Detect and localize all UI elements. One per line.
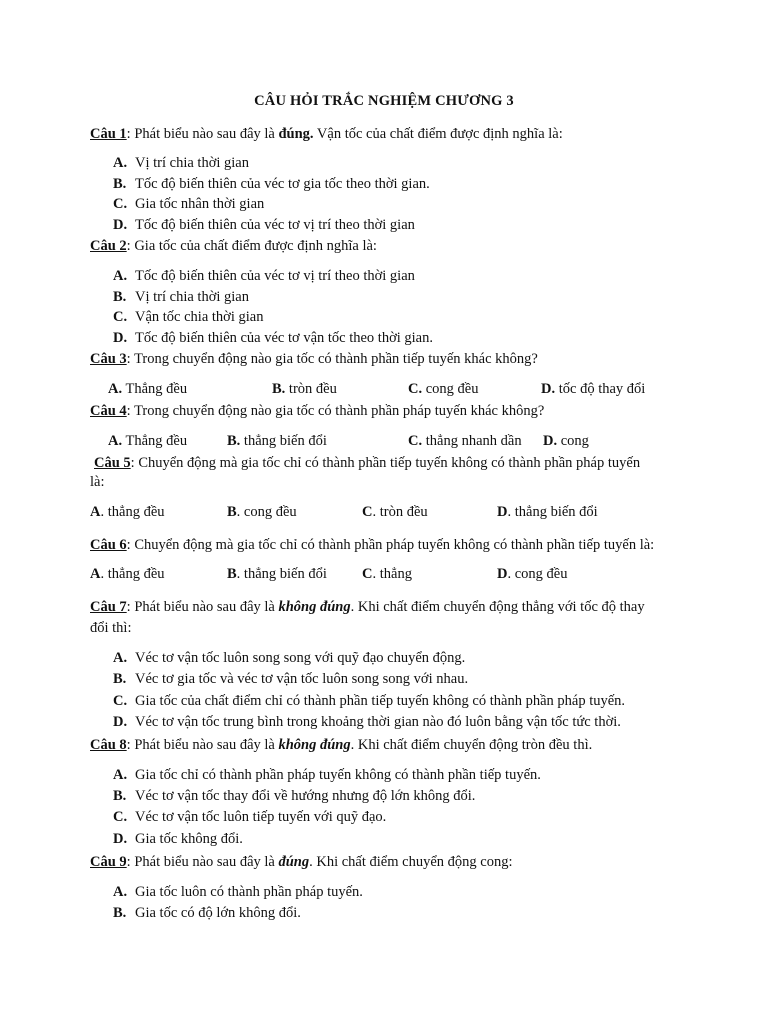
question-number: Câu 2 xyxy=(90,238,127,254)
question-7-continuation xyxy=(90,618,690,639)
q4-option-b xyxy=(227,433,327,450)
q1-option-c xyxy=(113,196,673,213)
question-number: Câu 8 xyxy=(90,737,127,753)
document-title: CÂU HỎI TRẮC NGHIỆM CHƯƠNG 3 xyxy=(254,93,514,109)
option-text: Véc tơ vận tốc thay đổi về hướng nhưng độ lớn không đổi. xyxy=(135,788,476,804)
q3-option-c xyxy=(408,381,478,398)
option-letter: B. xyxy=(113,671,127,687)
option-letter: A. xyxy=(113,884,128,900)
q5-option-c xyxy=(362,504,428,521)
q7-option-d xyxy=(113,714,673,731)
q8-option-b xyxy=(113,788,673,805)
q4-option-d xyxy=(543,433,589,450)
question-text: là: xyxy=(90,474,105,490)
question-text: : Trong chuyển động nào gia tốc có thành phần tiếp tuyến khác không? xyxy=(126,351,538,367)
option-text: . thẳng đều xyxy=(100,504,165,520)
option-letter: A. xyxy=(108,433,123,449)
option-text: Gia tốc có độ lớn không đổi. xyxy=(135,905,301,921)
option-letter: D. xyxy=(113,217,128,233)
option-text: thẳng nhanh dần xyxy=(425,433,522,449)
option-text: Gia tốc chỉ có thành phần pháp tuyến không có thành phần tiếp tuyến. xyxy=(135,767,541,783)
question-text: : Phát biểu nào sau đây là xyxy=(126,126,279,142)
question-number: Câu 7 xyxy=(90,599,127,615)
option-text: thẳng biến đổi xyxy=(243,433,327,449)
q2-option-d xyxy=(113,330,673,347)
option-text: Gia tốc không đổi. xyxy=(135,831,243,847)
q9-option-a xyxy=(113,884,673,901)
question-text: : Phát biểu nào sau đây là xyxy=(126,599,279,615)
question-number: Câu 4 xyxy=(90,403,127,419)
q6-option-d xyxy=(497,566,567,583)
question-text: : Phát biểu nào sau đây là xyxy=(126,854,279,870)
question-text: đổi thì: xyxy=(90,620,132,636)
q3-option-a xyxy=(108,381,187,398)
option-letter: A xyxy=(90,566,101,582)
option-text: cong xyxy=(560,433,589,449)
option-letter: C xyxy=(362,566,373,582)
q7-option-b xyxy=(113,671,673,688)
q7-option-c xyxy=(113,693,673,710)
q5-option-a xyxy=(90,504,165,521)
option-letter: D xyxy=(497,504,508,520)
q1-option-a xyxy=(113,155,673,172)
option-letter: B. xyxy=(113,788,127,804)
q1-option-b xyxy=(113,176,673,193)
q1-option-d xyxy=(113,217,673,234)
q4-option-a xyxy=(108,433,187,450)
option-text: Véc tơ vận tốc luôn song song với quỹ đạo chuyển động. xyxy=(135,650,466,666)
option-letter: C. xyxy=(113,196,128,212)
option-letter: B. xyxy=(113,176,127,192)
question-1 xyxy=(90,124,690,145)
q3-option-b xyxy=(272,381,337,398)
question-2 xyxy=(90,236,690,257)
option-letter: B. xyxy=(227,433,241,449)
option-text: . thẳng đều xyxy=(100,566,165,582)
question-text: : Chuyển động mà gia tốc chỉ có thành phần tiếp tuyến không có thành phần pháp tuyến xyxy=(130,455,641,471)
option-text: cong đều xyxy=(425,381,479,397)
q6-option-a xyxy=(90,566,165,583)
option-letter: C. xyxy=(113,809,128,825)
question-text: Vận tốc của chất điểm được định nghĩa là: xyxy=(313,126,563,142)
question-5-continuation xyxy=(90,472,690,493)
option-letter: A. xyxy=(113,268,128,284)
option-text: Tốc độ biến thiên của véc tơ vận tốc theo thời gian. xyxy=(135,330,433,346)
option-text: Véc tơ vận tốc luôn tiếp tuyến với quỹ đạo. xyxy=(135,809,387,825)
option-text: . thẳng xyxy=(372,566,412,582)
q2-option-b xyxy=(113,289,673,306)
question-8 xyxy=(90,735,690,756)
question-text: : Gia tốc của chất điểm được định nghĩa là: xyxy=(126,238,377,254)
option-letter: B. xyxy=(272,381,286,397)
option-letter: D. xyxy=(541,381,556,397)
option-letter: A. xyxy=(113,650,128,666)
q9-option-b xyxy=(113,905,673,922)
option-text: Vị trí chia thời gian xyxy=(135,155,249,171)
option-text: . cong đều xyxy=(236,504,297,520)
option-text: Thẳng đều xyxy=(125,381,188,397)
question-number: Câu 3 xyxy=(90,351,127,367)
option-letter: A. xyxy=(113,767,128,783)
question-6 xyxy=(90,535,690,556)
option-text: . tròn đều xyxy=(372,504,428,520)
question-number: Câu 9 xyxy=(90,854,127,870)
option-letter: C. xyxy=(113,309,128,325)
option-text: Gia tốc của chất điểm chỉ có thành phần tiếp tuyến không có thành phần pháp tuyến. xyxy=(135,693,626,709)
q6-option-c xyxy=(362,566,412,583)
option-text: tròn đều xyxy=(288,381,337,397)
option-letter: D xyxy=(497,566,508,582)
question-text: : Trong chuyển động nào gia tốc có thành phần pháp tuyến khác không? xyxy=(126,403,545,419)
q7-option-a xyxy=(113,650,673,667)
q8-option-d xyxy=(113,831,673,848)
option-letter: B xyxy=(227,566,237,582)
q6-option-b xyxy=(227,566,327,583)
option-text: Véc tơ gia tốc và véc tơ vận tốc luôn song song với nhau. xyxy=(135,671,469,687)
option-letter: D. xyxy=(113,831,128,847)
question-text: . Khi chất điểm chuyển động thẳng với tốc độ thay xyxy=(350,599,645,615)
question-text: . Khi chất điểm chuyển động tròn đều thì. xyxy=(350,737,593,753)
option-text: . thẳng biến đổi xyxy=(236,566,327,582)
q2-option-c xyxy=(113,309,673,326)
option-letter: C. xyxy=(408,381,423,397)
option-letter: A. xyxy=(113,155,128,171)
q5-option-b xyxy=(227,504,297,521)
q8-option-a xyxy=(113,767,673,784)
option-text: . thẳng biến đổi xyxy=(507,504,598,520)
question-text: . Khi chất điểm chuyển động cong: xyxy=(309,854,513,870)
q4-option-c xyxy=(408,433,522,450)
option-text: Tốc độ biến thiên của véc tơ vị trí theo thời gian xyxy=(135,268,415,284)
option-text: tốc độ thay đổi xyxy=(558,381,646,397)
q3-option-d xyxy=(541,381,645,398)
q5-option-d xyxy=(497,504,598,521)
option-text: Vận tốc chia thời gian xyxy=(135,309,264,325)
question-3 xyxy=(90,349,690,370)
question-keyword: đúng. xyxy=(278,126,314,142)
option-text: Gia tốc nhân thời gian xyxy=(135,196,265,212)
option-letter: D. xyxy=(543,433,558,449)
option-letter: B xyxy=(227,504,237,520)
option-text: Véc tơ vận tốc trung bình trong khoảng thời gian nào đó luôn bằng vận tốc tức thời. xyxy=(135,714,621,730)
option-letter: D. xyxy=(113,330,128,346)
question-keyword: đúng xyxy=(278,854,310,870)
question-5 xyxy=(94,453,694,474)
option-letter: D. xyxy=(113,714,128,730)
option-letter: B. xyxy=(113,905,127,921)
question-number: Câu 5 xyxy=(94,455,131,471)
option-text: Thẳng đều xyxy=(125,433,188,449)
option-letter: C. xyxy=(408,433,423,449)
question-keyword: không đúng xyxy=(278,599,351,615)
question-number: Câu 6 xyxy=(90,537,127,553)
option-letter: C. xyxy=(113,693,128,709)
option-letter: A. xyxy=(108,381,123,397)
question-7 xyxy=(90,597,690,618)
option-letter: B. xyxy=(113,289,127,305)
question-number: Câu 1 xyxy=(90,126,127,142)
q8-option-c xyxy=(113,809,673,826)
question-keyword: không đúng xyxy=(278,737,351,753)
option-letter: C xyxy=(362,504,373,520)
option-letter: A xyxy=(90,504,101,520)
option-text: . cong đều xyxy=(507,566,568,582)
option-text: Tốc độ biến thiên của véc tơ vị trí theo thời gian xyxy=(135,217,415,233)
q2-option-a xyxy=(113,268,673,285)
question-9 xyxy=(90,852,690,873)
question-4 xyxy=(90,401,690,422)
question-text: : Phát biểu nào sau đây là xyxy=(126,737,279,753)
question-text: : Chuyển động mà gia tốc chỉ có thành phần pháp tuyến không có thành phần tiếp tuyến là: xyxy=(126,537,655,553)
option-text: Vị trí chia thời gian xyxy=(135,289,249,305)
option-text: Tốc độ biến thiên của véc tơ gia tốc theo thời gian. xyxy=(135,176,430,192)
option-text: Gia tốc luôn có thành phần pháp tuyến. xyxy=(135,884,363,900)
